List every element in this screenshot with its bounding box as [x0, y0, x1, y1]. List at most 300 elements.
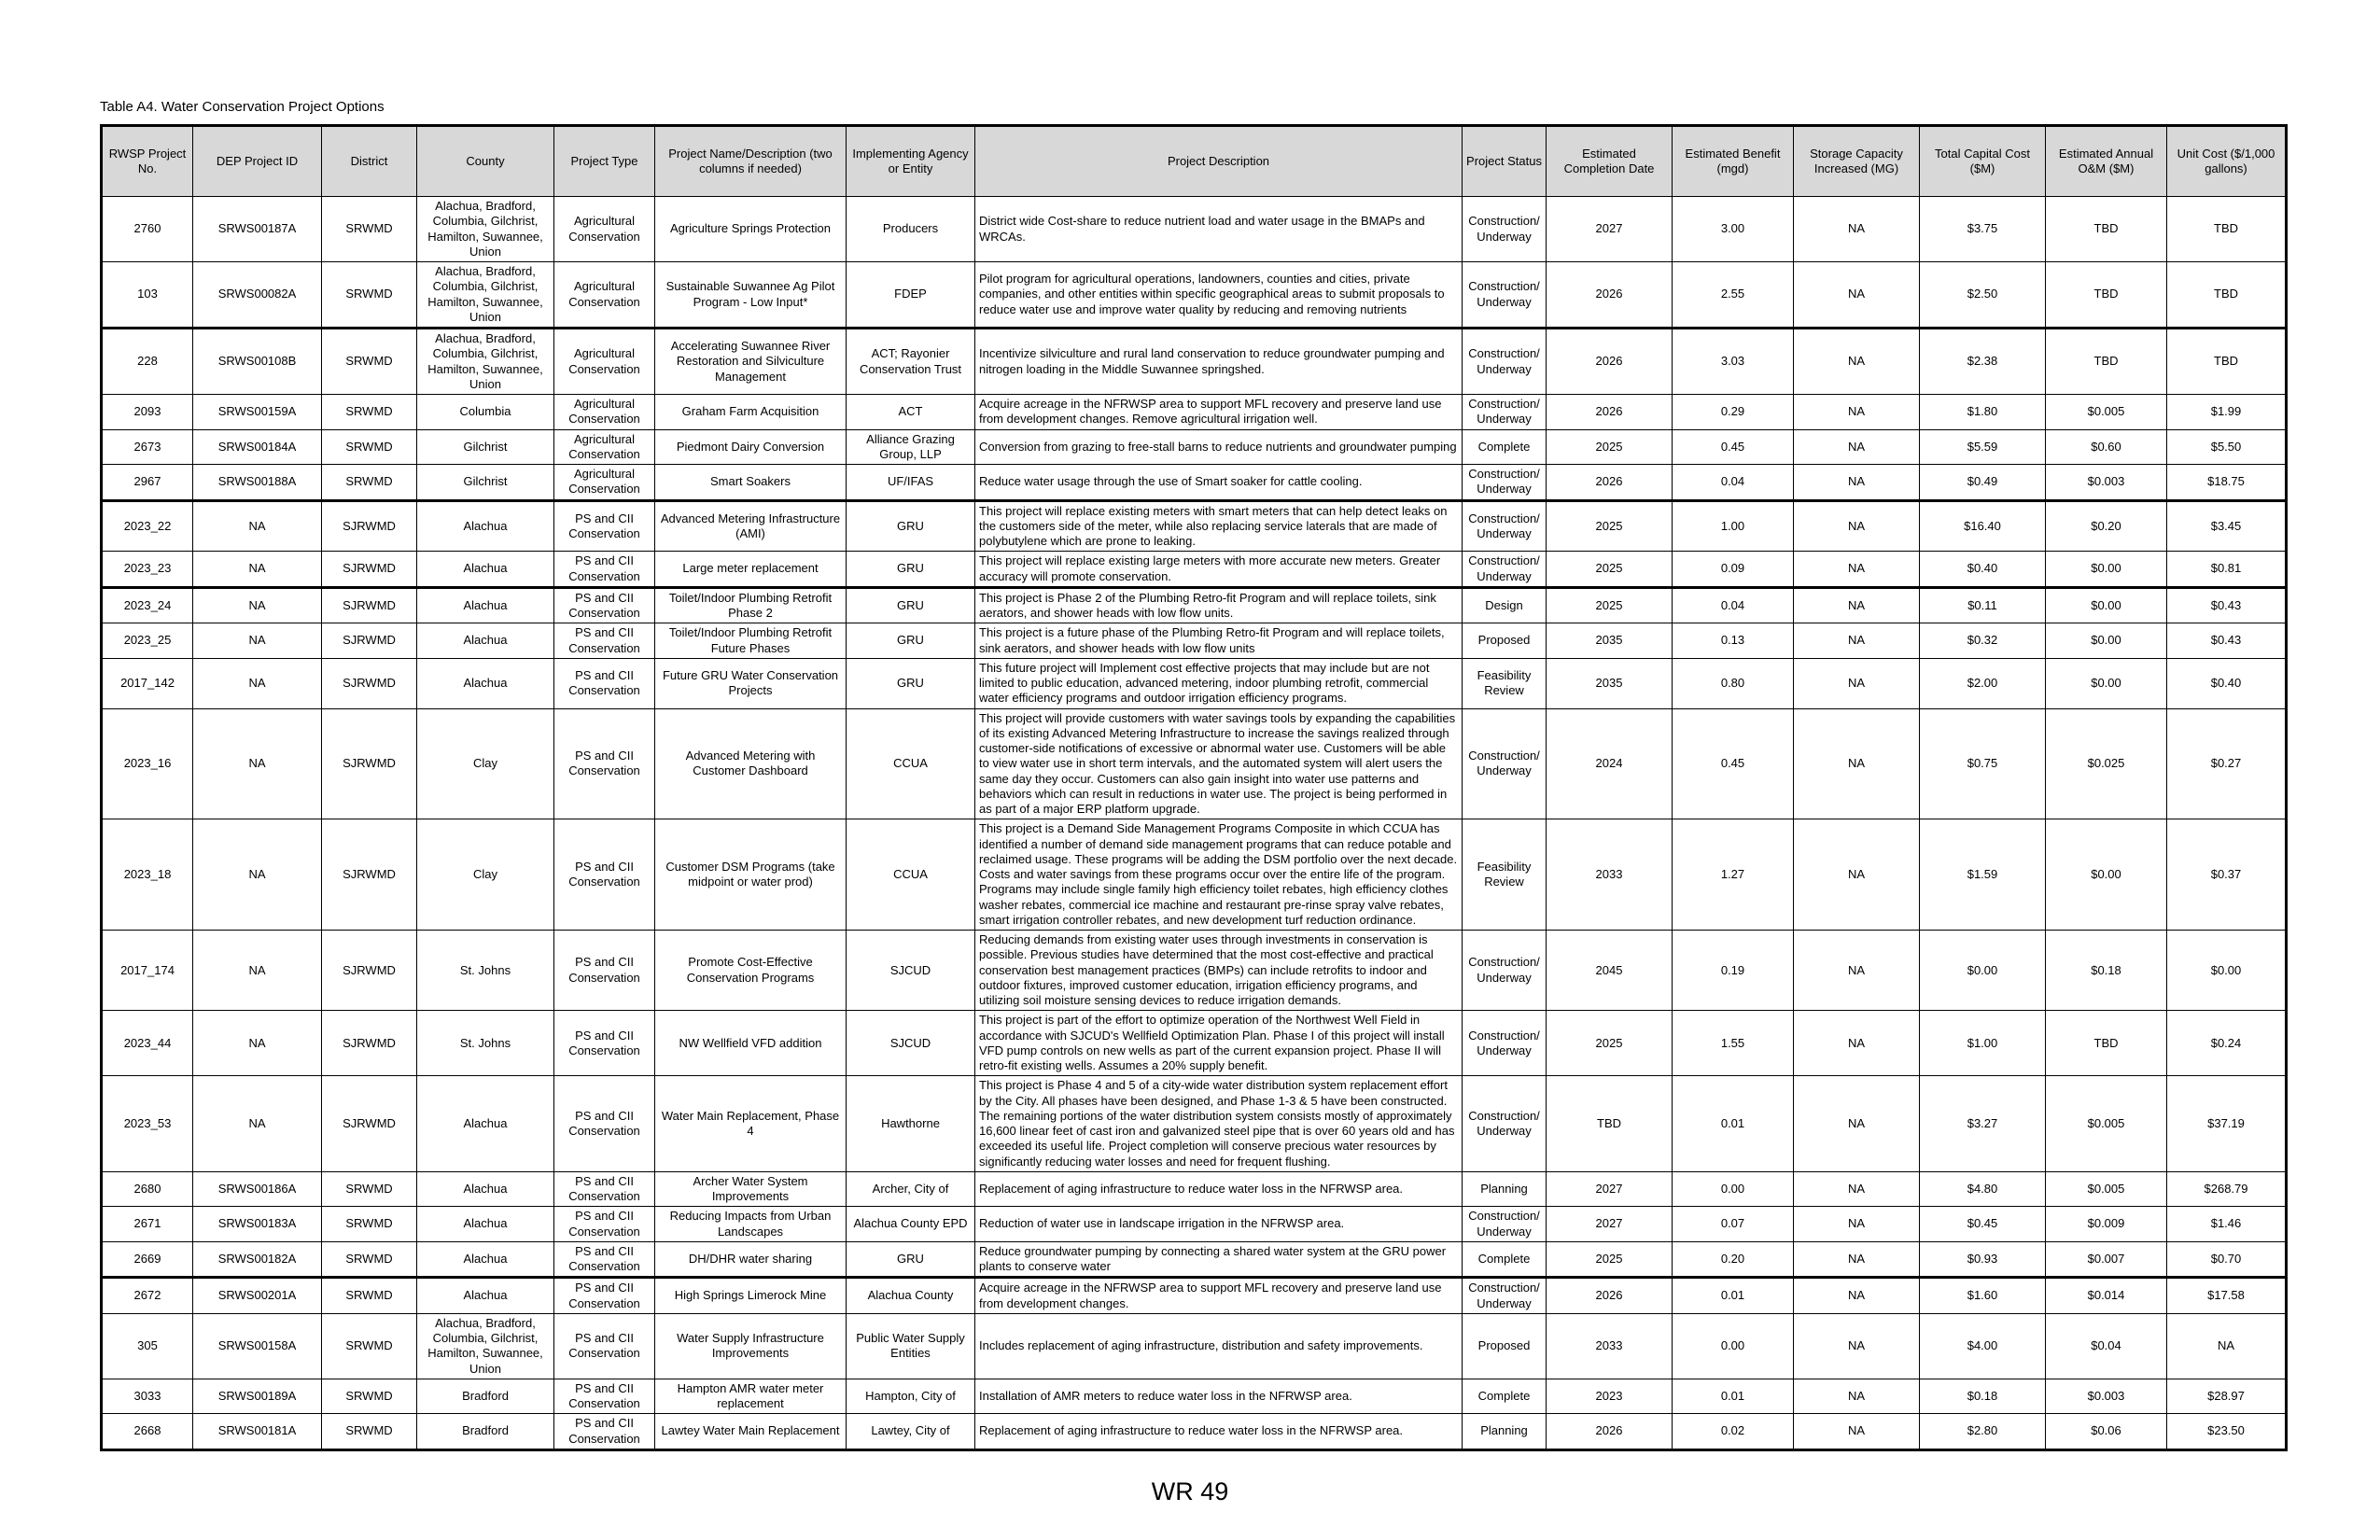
table-cell: Agricultural Conservation	[554, 329, 655, 395]
table-cell: This project is Phase 4 and 5 of a city-wide water distribution system replacement effort by the City. All phases have been designed, and Phase 1-3 & 5 have been constructed. The remaining portions of the water distribution system consists mostly of approximately 16,600 linear feet of cast iron and galvanized steel pipe that is over 60 years old and has exceeded its useful life. Project completion will conserve precious water resources by significantly reducing water losses and need for frequent flushing.	[975, 1076, 1463, 1172]
table-cell: NA	[193, 552, 322, 588]
table-cell: $3.27	[1920, 1076, 2046, 1172]
table-cell: Water Supply Infrastructure Improvements	[655, 1313, 847, 1379]
table-cell: NA	[2167, 1313, 2287, 1379]
table-cell: 2669	[102, 1241, 193, 1278]
table-cell: $3.75	[1920, 197, 2046, 262]
table-cell: SRWMD	[322, 1313, 417, 1379]
table-cell: 2033	[1547, 819, 1673, 931]
table-cell: TBD	[2046, 197, 2167, 262]
table-cell: $0.003	[2046, 1379, 2167, 1414]
table-cell: Construction/Underway	[1463, 1278, 1547, 1314]
table-cell: $23.50	[2167, 1414, 2287, 1450]
table-row	[102, 587, 2287, 623]
table-cell: 2025	[1547, 1011, 1673, 1076]
table-cell: Gilchrist	[417, 429, 554, 465]
header-row	[102, 126, 2287, 197]
table-cell: This future project will Implement cost effective projects that may include but are not limited to public education, advanced metering, indoor plumbing retrofit, commercial water efficiency programs and outdoor irrigation efficiency programs.	[975, 658, 1463, 708]
table-cell: NA	[1794, 1171, 1920, 1207]
table-cell: This project will replace existing meters with smart meters that can help detect leaks on the customers side of the meter, while also replacing service laterals that are made of polybutylene which are prone to leaking.	[975, 500, 1463, 552]
table-cell: PS and CII Conservation	[554, 1278, 655, 1314]
table-cell: $1.46	[2167, 1207, 2287, 1242]
table-cell: Replacement of aging infrastructure to reduce water loss in the NFRWSP area.	[975, 1414, 1463, 1450]
table-cell: District wide Cost-share to reduce nutrient load and water usage in the BMAPs and WRCAs.	[975, 197, 1463, 262]
table-cell: Alachua	[417, 1171, 554, 1207]
table-cell: SRWMD	[322, 262, 417, 329]
table-cell: NA	[1794, 1076, 1920, 1172]
table-cell: $0.00	[2046, 587, 2167, 623]
table-cell: PS and CII Conservation	[554, 623, 655, 659]
table-cell: TBD	[2046, 1011, 2167, 1076]
table-cell: 2023_44	[102, 1011, 193, 1076]
table-cell: Lawtey, City of	[847, 1414, 975, 1450]
table-cell: Replacement of aging infrastructure to reduce water loss in the NFRWSP area.	[975, 1171, 1463, 1207]
table-cell: Future GRU Water Conservation Projects	[655, 658, 847, 708]
table-cell: $0.00	[2046, 623, 2167, 659]
table-cell: SRWMD	[322, 1241, 417, 1278]
table-row	[102, 1414, 2287, 1450]
table-cell: Construction/Underway	[1463, 197, 1547, 262]
table-row	[102, 465, 2287, 501]
table-cell: $1.60	[1920, 1278, 2046, 1314]
table-cell: Columbia	[417, 395, 554, 430]
table-cell: 2680	[102, 1171, 193, 1207]
table-cell: Clay	[417, 708, 554, 819]
table-cell: NA	[1794, 1011, 1920, 1076]
table-cell: $0.00	[2046, 552, 2167, 588]
table-row	[102, 329, 2287, 395]
table-cell: 2673	[102, 429, 193, 465]
table-cell: NA	[193, 658, 322, 708]
table-cell: $0.18	[1920, 1379, 2046, 1414]
projects-table	[100, 124, 2288, 1451]
table-cell: This project is a future phase of the Plumbing Retro-fit Program and will replace toilets, sink aerators, and shower heads with low flow units	[975, 623, 1463, 659]
table-cell: $0.003	[2046, 465, 2167, 501]
column-header: Implementing Agency or Entity	[847, 126, 975, 197]
table-cell: $0.49	[1920, 465, 2046, 501]
table-cell: GRU	[847, 587, 975, 623]
table-cell: St. Johns	[417, 931, 554, 1011]
table-cell: $0.005	[2046, 1171, 2167, 1207]
table-cell: 2027	[1547, 1171, 1673, 1207]
table-cell: PS and CII Conservation	[554, 1011, 655, 1076]
table-cell: 2023_18	[102, 819, 193, 931]
table-cell: Construction/Underway	[1463, 329, 1547, 395]
table-cell: 3.00	[1673, 197, 1794, 262]
table-cell: $2.00	[1920, 658, 2046, 708]
table-cell: NA	[1794, 708, 1920, 819]
table-row	[102, 1011, 2287, 1076]
table-cell: Alachua	[417, 623, 554, 659]
table-cell: NA	[1794, 931, 1920, 1011]
table-cell: NA	[193, 931, 322, 1011]
table-cell: $1.99	[2167, 395, 2287, 430]
table-row	[102, 395, 2287, 430]
table-cell: SRWS00186A	[193, 1171, 322, 1207]
table-cell: 2026	[1547, 1414, 1673, 1450]
table-cell: $0.18	[2046, 931, 2167, 1011]
table-cell: Alachua	[417, 1076, 554, 1172]
table-cell: This project is part of the effort to optimize operation of the Northwest Well Field in accordance with SJCUD's Wellfield Optimization Plan. Phase I of this project will install VFD pump controls on new wells as part of the current expansion project. Phase II will retro-fit existing wells. Assumes a 20% supply benefit.	[975, 1011, 1463, 1076]
table-cell: NA	[1794, 500, 1920, 552]
table-cell: $0.00	[2046, 658, 2167, 708]
column-header: District	[322, 126, 417, 197]
table-cell: NA	[193, 1011, 322, 1076]
table-cell: SRWMD	[322, 1379, 417, 1414]
table-cell: Pilot program for agricultural operations, landowners, counties and cities, private companies, and other entities within specific geographical areas to submit proposals to reduce water use and improve water quality by reducing and removing nutrients	[975, 262, 1463, 329]
table-cell: $3.45	[2167, 500, 2287, 552]
table-cell: 0.00	[1673, 1171, 1794, 1207]
table-cell: 2026	[1547, 329, 1673, 395]
table-cell: GRU	[847, 500, 975, 552]
table-cell: Toilet/Indoor Plumbing Retrofit Future Phases	[655, 623, 847, 659]
table-cell: Construction/Underway	[1463, 931, 1547, 1011]
table-cell: SRWS00183A	[193, 1207, 322, 1242]
table-cell: Reducing Impacts from Urban Landscapes	[655, 1207, 847, 1242]
table-cell: NA	[1794, 429, 1920, 465]
table-cell: SRWS00188A	[193, 465, 322, 501]
table-cell: 0.19	[1673, 931, 1794, 1011]
table-cell: $0.70	[2167, 1241, 2287, 1278]
table-cell: Alachua	[417, 1207, 554, 1242]
table-cell: $0.32	[1920, 623, 2046, 659]
table-cell: 2760	[102, 197, 193, 262]
table-cell: $4.00	[1920, 1313, 2046, 1379]
table-cell: NA	[1794, 658, 1920, 708]
table-cell: PS and CII Conservation	[554, 500, 655, 552]
table-cell: 2023_53	[102, 1076, 193, 1172]
table-cell: Proposed	[1463, 1313, 1547, 1379]
table-row	[102, 1313, 2287, 1379]
table-cell: PS and CII Conservation	[554, 658, 655, 708]
table-cell: SJRWMD	[322, 500, 417, 552]
table-row	[102, 658, 2287, 708]
table-cell: Reducing demands from existing water uses through investments in conservation is possible. Previous studies have determined that the most cost-effective and practical conservation best management practices (BMPs) can include retrofits to indoor and outdoor fixtures, improved customer education, irrigation efficiency programs, and utilizing soil moisture sensing devices to reduce irrigation demands.	[975, 931, 1463, 1011]
table-cell: Construction/Underway	[1463, 395, 1547, 430]
table-cell: Promote Cost-Effective Conservation Programs	[655, 931, 847, 1011]
table-cell: NA	[193, 623, 322, 659]
table-cell: $0.06	[2046, 1414, 2167, 1450]
table-cell: CCUA	[847, 819, 975, 931]
table-cell: Includes replacement of aging infrastructure, distribution and safety improvements.	[975, 1313, 1463, 1379]
table-cell: SRWS00182A	[193, 1241, 322, 1278]
table-cell: ACT; Rayonier Conservation Trust	[847, 329, 975, 395]
table-cell: Toilet/Indoor Plumbing Retrofit Phase 2	[655, 587, 847, 623]
table-cell: NA	[1794, 1207, 1920, 1242]
table-cell: $1.59	[1920, 819, 2046, 931]
table-cell: $0.40	[1920, 552, 2046, 588]
table-cell: 2023	[1547, 1379, 1673, 1414]
table-cell: 2967	[102, 465, 193, 501]
table-cell: $0.00	[2167, 931, 2287, 1011]
table-cell: Alachua, Bradford, Columbia, Gilchrist, Hamilton, Suwannee, Union	[417, 197, 554, 262]
table-cell: TBD	[2167, 262, 2287, 329]
table-cell: PS and CII Conservation	[554, 1414, 655, 1450]
table-cell: $0.11	[1920, 587, 2046, 623]
table-cell: PS and CII Conservation	[554, 1313, 655, 1379]
table-cell: 2025	[1547, 1241, 1673, 1278]
column-header: DEP Project ID	[193, 126, 322, 197]
table-cell: Alachua, Bradford, Columbia, Gilchrist, Hamilton, Suwannee, Union	[417, 262, 554, 329]
table-cell: Clay	[417, 819, 554, 931]
table-cell: NA	[1794, 395, 1920, 430]
table-cell: Installation of AMR meters to reduce water loss in the NFRWSP area.	[975, 1379, 1463, 1414]
table-cell: SRWMD	[322, 395, 417, 430]
table-cell: Incentivize silviculture and rural land conservation to reduce groundwater pumping and nitrogen loading in the Middle Suwannee springshed.	[975, 329, 1463, 395]
table-cell: Bradford	[417, 1379, 554, 1414]
table-cell: Agricultural Conservation	[554, 197, 655, 262]
table-cell: Planning	[1463, 1171, 1547, 1207]
table-cell: $0.45	[1920, 1207, 2046, 1242]
table-cell: Construction/Underway	[1463, 552, 1547, 588]
table-cell: NA	[1794, 1379, 1920, 1414]
table-cell: 2045	[1547, 931, 1673, 1011]
table-cell: 0.04	[1673, 587, 1794, 623]
table-cell: FDEP	[847, 262, 975, 329]
table-cell: SRWS00108B	[193, 329, 322, 395]
table-cell: $16.40	[1920, 500, 2046, 552]
table-cell: Agricultural Conservation	[554, 395, 655, 430]
table-cell: SJCUD	[847, 931, 975, 1011]
table-cell: $1.00	[1920, 1011, 2046, 1076]
table-cell: 2671	[102, 1207, 193, 1242]
table-cell: $0.81	[2167, 552, 2287, 588]
table-cell: PS and CII Conservation	[554, 819, 655, 931]
table-cell: SJRWMD	[322, 552, 417, 588]
table-cell: $0.00	[1920, 931, 2046, 1011]
table-cell: Acquire acreage in the NFRWSP area to support MFL recovery and preserve land use from development changes. Remove agricultural irrigation well.	[975, 395, 1463, 430]
table-row	[102, 931, 2287, 1011]
table-cell: SJRWMD	[322, 587, 417, 623]
table-cell: 2093	[102, 395, 193, 430]
table-cell: Complete	[1463, 1241, 1547, 1278]
table-row	[102, 1241, 2287, 1278]
table-cell: $5.59	[1920, 429, 2046, 465]
table-row	[102, 819, 2287, 931]
table-cell: TBD	[1547, 1076, 1673, 1172]
table-cell: NW Wellfield VFD addition	[655, 1011, 847, 1076]
table-row	[102, 429, 2287, 465]
table-cell: $5.50	[2167, 429, 2287, 465]
table-cell: Alachua	[417, 1278, 554, 1314]
table-cell: Construction/Underway	[1463, 1011, 1547, 1076]
table-cell: NA	[1794, 1278, 1920, 1314]
table-cell: PS and CII Conservation	[554, 1207, 655, 1242]
table-cell: 2026	[1547, 395, 1673, 430]
table-cell: 1.27	[1673, 819, 1794, 931]
table-cell: NA	[1794, 552, 1920, 588]
table-cell: SRWS00184A	[193, 429, 322, 465]
table-cell: $268.79	[2167, 1171, 2287, 1207]
column-header: Project Description	[975, 126, 1463, 197]
table-cell: Reduce water usage through the use of Smart soaker for cattle cooling.	[975, 465, 1463, 501]
table-cell: 0.80	[1673, 658, 1794, 708]
table-cell: 1.55	[1673, 1011, 1794, 1076]
table-cell: Sustainable Suwannee Ag Pilot Program - Low Input*	[655, 262, 847, 329]
table-cell: 0.00	[1673, 1313, 1794, 1379]
table-cell: $17.58	[2167, 1278, 2287, 1314]
table-cell: Reduction of water use in landscape irrigation in the NFRWSP area.	[975, 1207, 1463, 1242]
table-cell: TBD	[2046, 262, 2167, 329]
table-cell: Alachua	[417, 658, 554, 708]
column-header: Total Capital Cost ($M)	[1920, 126, 2046, 197]
table-cell: NA	[1794, 819, 1920, 931]
table-cell: Design	[1463, 587, 1547, 623]
table-cell: PS and CII Conservation	[554, 708, 655, 819]
table-cell: SRWMD	[322, 1207, 417, 1242]
table-cell: $0.005	[2046, 395, 2167, 430]
table-cell: Water Main Replacement, Phase 4	[655, 1076, 847, 1172]
table-cell: Construction/Underway	[1463, 708, 1547, 819]
table-cell: 2672	[102, 1278, 193, 1314]
table-cell: SRWMD	[322, 1171, 417, 1207]
column-header: Estimated Annual O&M ($M)	[2046, 126, 2167, 197]
table-cell: SJRWMD	[322, 658, 417, 708]
table-cell: St. Johns	[417, 1011, 554, 1076]
table-row	[102, 552, 2287, 588]
table-cell: NA	[1794, 465, 1920, 501]
table-cell: 0.01	[1673, 1076, 1794, 1172]
table-cell: Alachua	[417, 500, 554, 552]
table-cell: $0.20	[2046, 500, 2167, 552]
table-cell: NA	[1794, 197, 1920, 262]
table-cell: CCUA	[847, 708, 975, 819]
table-row	[102, 500, 2287, 552]
table-cell: Bradford	[417, 1414, 554, 1450]
column-header: Project Status	[1463, 126, 1547, 197]
table-cell: Alachua	[417, 587, 554, 623]
table-cell: SJCUD	[847, 1011, 975, 1076]
table-row	[102, 1076, 2287, 1172]
table-row	[102, 262, 2287, 329]
table-cell: Advanced Metering with Customer Dashboard	[655, 708, 847, 819]
table-cell: 0.07	[1673, 1207, 1794, 1242]
table-cell: Hampton, City of	[847, 1379, 975, 1414]
table-cell: Alachua	[417, 1241, 554, 1278]
column-header: Project Type	[554, 126, 655, 197]
table-cell: NA	[1794, 623, 1920, 659]
table-cell: 2668	[102, 1414, 193, 1450]
table-cell: 2023_24	[102, 587, 193, 623]
table-cell: 3.03	[1673, 329, 1794, 395]
column-header: RWSP Project No.	[102, 126, 193, 197]
table-cell: 0.02	[1673, 1414, 1794, 1450]
table-cell: Proposed	[1463, 623, 1547, 659]
table-cell: $37.19	[2167, 1076, 2287, 1172]
table-cell: Smart Soakers	[655, 465, 847, 501]
table-cell: GRU	[847, 1241, 975, 1278]
table-cell: Agricultural Conservation	[554, 262, 655, 329]
table-cell: PS and CII Conservation	[554, 1241, 655, 1278]
table-cell: NA	[1794, 1241, 1920, 1278]
table-cell: Planning	[1463, 1414, 1547, 1450]
table-cell: 2027	[1547, 1207, 1673, 1242]
table-cell: NA	[1794, 262, 1920, 329]
table-row	[102, 1278, 2287, 1314]
table-cell: NA	[1794, 1414, 1920, 1450]
table-cell: SRWS00181A	[193, 1414, 322, 1450]
table-cell: SRWS00189A	[193, 1379, 322, 1414]
table-cell: Graham Farm Acquisition	[655, 395, 847, 430]
table-cell: 0.20	[1673, 1241, 1794, 1278]
table-cell: Advanced Metering Infrastructure (AMI)	[655, 500, 847, 552]
table-cell: SJRWMD	[322, 931, 417, 1011]
table-cell: Conversion from grazing to free-stall barns to reduce nutrients and groundwater pumping	[975, 429, 1463, 465]
table-cell: DH/DHR water sharing	[655, 1241, 847, 1278]
table-row	[102, 197, 2287, 262]
table-cell: Construction/Underway	[1463, 465, 1547, 501]
table-cell: $2.80	[1920, 1414, 2046, 1450]
table-cell: $0.009	[2046, 1207, 2167, 1242]
table-cell: Alachua County EPD	[847, 1207, 975, 1242]
table-cell: UF/IFAS	[847, 465, 975, 501]
table-cell: $0.93	[1920, 1241, 2046, 1278]
table-cell: SRWS00158A	[193, 1313, 322, 1379]
table-cell: 2023_22	[102, 500, 193, 552]
column-header: Storage Capacity Increased (MG)	[1794, 126, 1920, 197]
table-row	[102, 1379, 2287, 1414]
table-cell: 2026	[1547, 1278, 1673, 1314]
table-cell: $0.37	[2167, 819, 2287, 931]
table-cell: 2023_23	[102, 552, 193, 588]
table-cell: Alachua	[417, 552, 554, 588]
table-cell: SRWMD	[322, 329, 417, 395]
table-cell: 2025	[1547, 429, 1673, 465]
table-cell: $0.025	[2046, 708, 2167, 819]
table-cell: GRU	[847, 623, 975, 659]
table-cell: Agriculture Springs Protection	[655, 197, 847, 262]
table-cell: TBD	[2167, 197, 2287, 262]
table-cell: NA	[193, 500, 322, 552]
table-cell: 228	[102, 329, 193, 395]
table-cell: 0.01	[1673, 1379, 1794, 1414]
table-cell: Feasibility Review	[1463, 819, 1547, 931]
table-cell: SRWS00159A	[193, 395, 322, 430]
table-cell: SRWMD	[322, 197, 417, 262]
table-cell: Hampton AMR water meter replacement	[655, 1379, 847, 1414]
table-title: Table A4. Water Conservation Project Options	[100, 99, 385, 115]
table-cell: Archer Water System Improvements	[655, 1171, 847, 1207]
table-cell: NA	[1794, 1313, 1920, 1379]
table-cell: SJRWMD	[322, 1076, 417, 1172]
table-cell: GRU	[847, 658, 975, 708]
table-cell: $0.43	[2167, 587, 2287, 623]
table-cell: Large meter replacement	[655, 552, 847, 588]
table-cell: 2025	[1547, 587, 1673, 623]
table-cell: GRU	[847, 552, 975, 588]
table-cell: $4.80	[1920, 1171, 2046, 1207]
table-cell: SRWMD	[322, 1414, 417, 1450]
table-cell: SRWMD	[322, 1278, 417, 1314]
table-cell: NA	[193, 587, 322, 623]
table-cell: 0.13	[1673, 623, 1794, 659]
table-cell: SRWS00187A	[193, 197, 322, 262]
table-cell: Complete	[1463, 429, 1547, 465]
table-cell: ACT	[847, 395, 975, 430]
table-cell: SRWS00082A	[193, 262, 322, 329]
table-cell: $2.38	[1920, 329, 2046, 395]
table-cell: 2026	[1547, 465, 1673, 501]
table-cell: 2025	[1547, 500, 1673, 552]
table-cell: PS and CII Conservation	[554, 1379, 655, 1414]
table-cell: SRWMD	[322, 465, 417, 501]
table-cell: Customer DSM Programs (take midpoint or water prod)	[655, 819, 847, 931]
table-cell: This project is Phase 2 of the Plumbing Retro-fit Program and will replace toilets, sink aerators, and shower heads with low flow units.	[975, 587, 1463, 623]
page-number: WR 49	[1151, 1477, 1229, 1505]
table-cell: 2.55	[1673, 262, 1794, 329]
table-cell: Feasibility Review	[1463, 658, 1547, 708]
table-cell: SJRWMD	[322, 708, 417, 819]
